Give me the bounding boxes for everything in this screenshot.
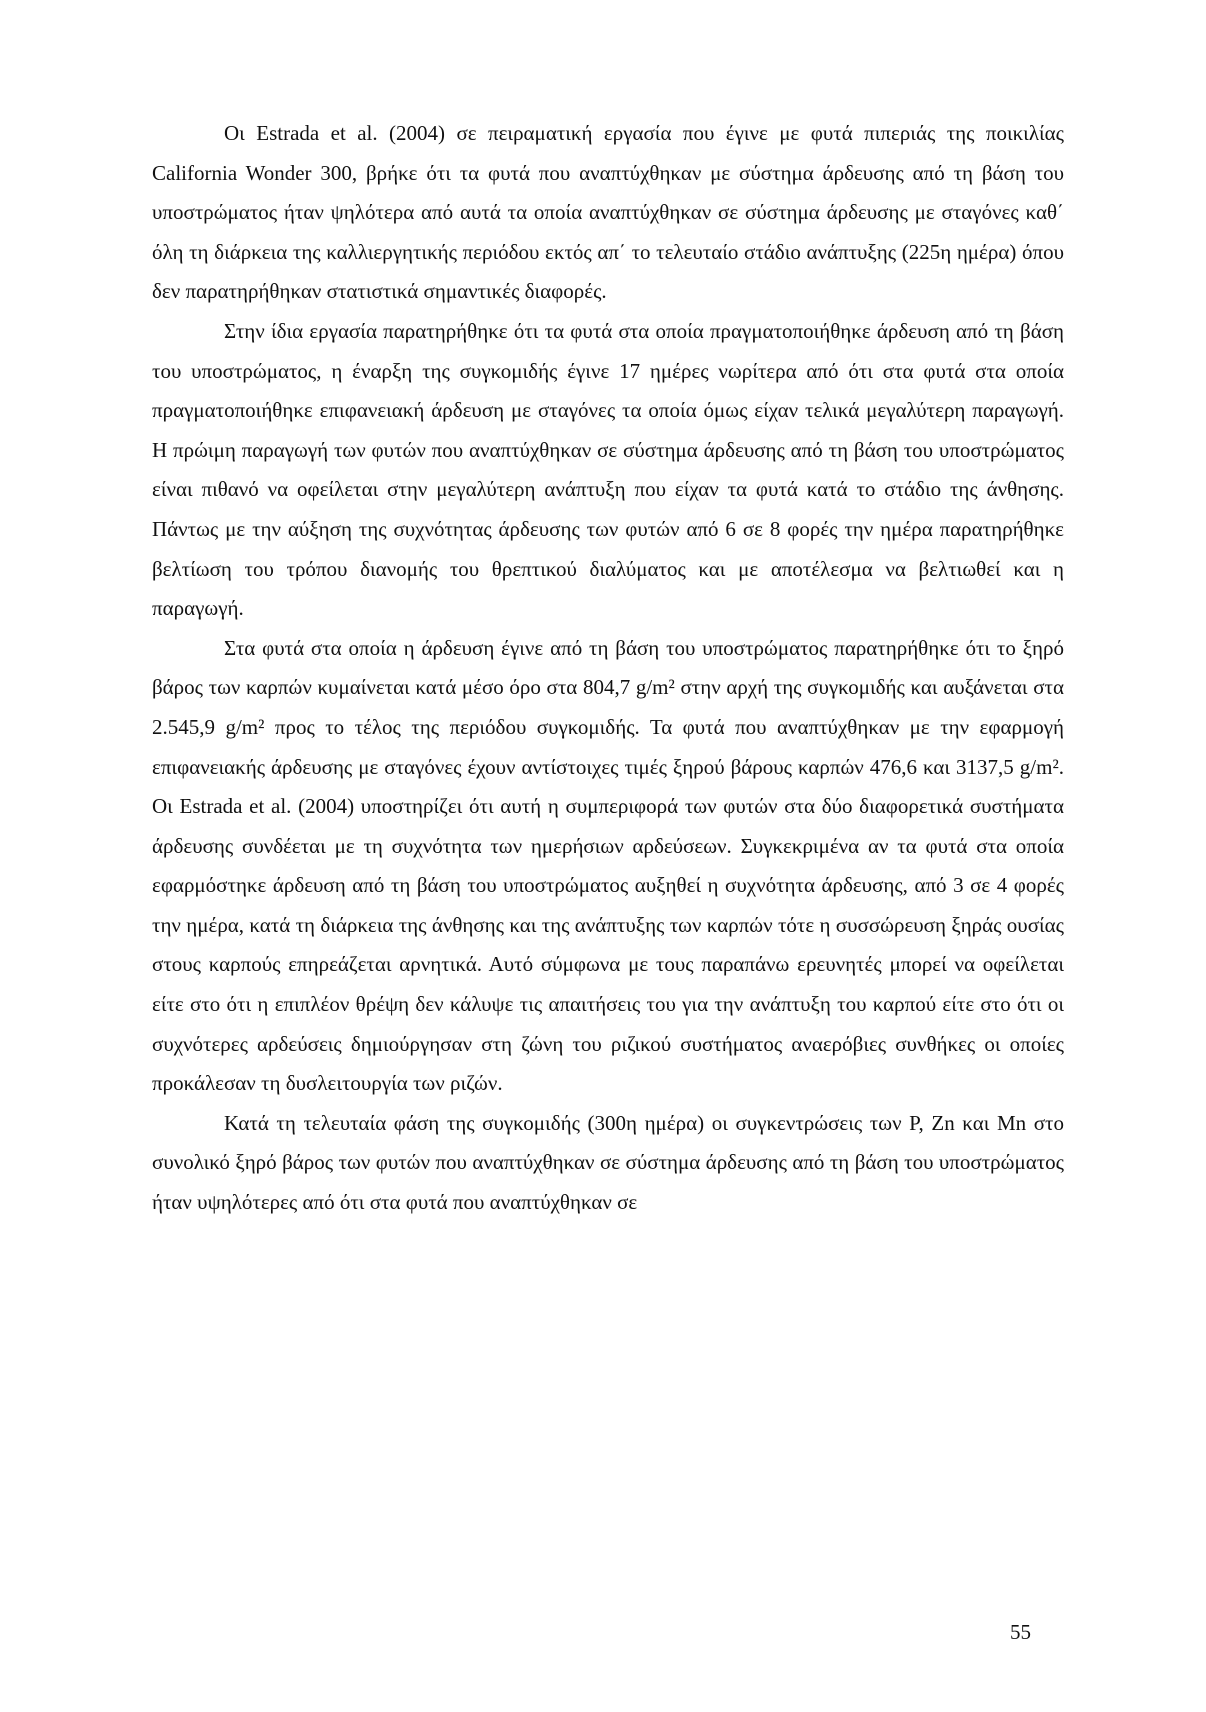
- page-number: 55: [1010, 1620, 1031, 1644]
- body-text: [152, 114, 1064, 1223]
- paragraph-4: Κατά τη τελευταία φάση της συγκομιδής (300η ημέρα) οι συγκεντρώσεις των P, Zn και Mn στο συνολικό ξηρό βάρος των φυτών που αναπτύχθηκαν σε σύστημα άρδευσης από τη βάση του υποστρώματος ήταν υψηλότερες από ότι στα φυτά που αναπτύχθηκαν σε: [152, 1110, 1064, 1215]
- paragraph-1: Οι Estrada et al. (2004) σε πειραματική εργασία που έγινε με φυτά πιπεριάς της ποικιλίας California Wonder 300, βρήκε ότι τα φυτά που αναπτύχθηκαν με σύστημα άρδευσης από τη βάση του υποστρώματος ήταν ψηλότερα από αυτά τα οποία αναπτύχθηκαν σε σύστημα άρδευσης με σταγόνες καθ΄ όλη τη διάρκεια της καλλιεργητικής περιόδου εκτός απ΄ το τελευταίο στάδιο ανάπτυξης (225η ημέρα) όπου δεν παρατηρήθηκαν στατιστικά σημαντικές διαφορές.: [152, 121, 1064, 304]
- paragraph-3: Στα φυτά στα οποία η άρδευση έγινε από τη βάση του υποστρώματος παρατηρήθηκε ότι το ξηρό βάρος των καρπών κυμαίνεται κατά μέσο όρο στα 804,7 g/m² στην αρχή της συγκομιδής και αυξάνεται στα 2.545,9 g/m² προς το τέλος της περιόδου συγκομιδής. Τα φυτά που αναπτύχθηκαν με την εφαρμογή επιφανειακής άρδευσης με σταγόνες έχουν αντίστοιχες τιμές ξηρού βάρους καρπών 476,6 και 3137,5 g/m². Οι Estrada et al. (2004) υποστηρίζει ότι αυτή η συμπεριφορά των φυτών στα δύο διαφορετικά συστήματα άρδευσης συνδέεται με τη συχνότητα των ημερήσιων αρδεύσεων. Συγκεκριμένα αν τα φυτά στα οποία εφαρμόστηκε άρδευση από τη βάση του υποστρώματος αυξηθεί η συχνότητα άρδευσης, από 3 σε 4 φορές την ημέρα, κατά τη διάρκεια της άνθησης και της ανάπτυξης των καρπών τότε η συσσώρευση ξηράς ουσίας στους καρπούς επηρεάζεται αρνητικά. Αυτό σύμφωνα με τους παραπάνω ερευνητές μπορεί να οφείλεται είτε στο ότι η επιπλέον θρέψη δεν κάλυψε τις απαιτήσεις του για την ανάπτυξη του καρπού είτε στο ότι οι συχνότερες αρδεύσεις δημιούργησαν στη ζώνη του ριζικού συστήματος αναερόβιες συνθήκες οι οποίες προκάλεσαν τη δυσλειτουργία των ριζών.: [152, 635, 1064, 1096]
- paragraph-2: Στην ίδια εργασία παρατηρήθηκε ότι τα φυτά στα οποία πραγματοποιήθηκε άρδευση από τη βάση του υποστρώματος, η έναρξη της συγκομιδής έγινε 17 ημέρες νωρίτερα από ότι στα φυτά στα οποία πραγματοποιήθηκε επιφανειακή άρδευση με σταγόνες τα οποία όμως είχαν τελικά μεγαλύτερη παραγωγή. Η πρώιμη παραγωγή των φυτών που αναπτύχθηκαν σε σύστημα άρδευσης από τη βάση του υποστρώματος είναι πιθανό να οφείλεται στην μεγαλύτερη ανάπτυξη που είχαν τα φυτά κατά το στάδιο της άνθησης. Πάντως με την αύξηση της συχνότητας άρδευσης των φυτών από 6 σε 8 φορές την ημέρα παρατηρήθηκε βελτίωση του τρόπου διανομής του θρεπτικού διαλύματος και με αποτέλεσμα να βελτιωθεί και η παραγωγή.: [152, 318, 1064, 621]
